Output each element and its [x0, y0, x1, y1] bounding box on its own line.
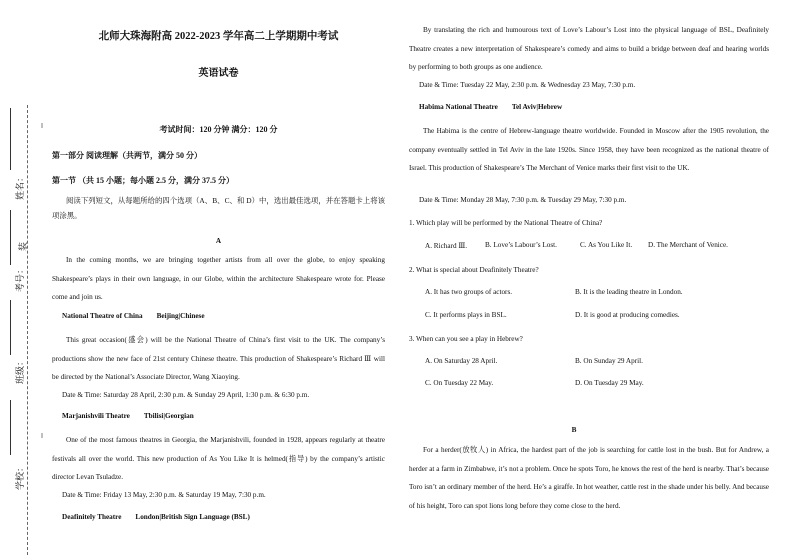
name-label: 姓名：: [15, 172, 26, 201]
q3-option-a[interactable]: A. On Saturday 28 April.: [425, 357, 498, 365]
theatre-name: Deafinitely Theatre: [62, 513, 122, 521]
margin-tick: ‖: [41, 432, 43, 440]
q2-option-c[interactable]: C. It performs plays in BSL.: [425, 311, 507, 319]
school-label: 学校：: [15, 462, 26, 491]
page-title: 北师大珠海附高 2022-2023 学年高二上学期期中考试: [98, 31, 339, 42]
theatre-location: London|British Sign Language (BSL): [135, 513, 250, 521]
theatre-3-text: By translating the rich and humourous text of Love’s Labour’s Lost into the physical language of BSL, Deafinitely Theatre creates a new interpretation of Shakespeare’s comedy and aims to build a bridge between deaf and hearing worlds by performing to both groups as one audience.: [409, 26, 769, 72]
class-blank: [10, 300, 11, 355]
school-blank: [10, 400, 11, 455]
theatre-location: Beijing|Chinese: [156, 312, 205, 320]
q1-option-a[interactable]: A. Richard Ⅲ.: [425, 242, 468, 250]
q2-option-a[interactable]: A. It has two groups of actors.: [425, 288, 513, 296]
exam-no-label: 考号：: [15, 264, 26, 293]
question-3: 3. When can you see a play in Hebrew?: [409, 335, 523, 343]
theatre-name: Habima National Theatre: [419, 103, 498, 111]
q1-option-b[interactable]: B. Love’s Labour’s Lost.: [485, 241, 557, 249]
theatre-location: Tbilisi|Georgian: [143, 412, 194, 420]
theatre-4-header: [419, 103, 576, 111]
passage-b-heading: B: [571, 426, 577, 434]
section1-title: 第一节 （共 15 小题；每小题 2.5 分，满分 37.5 分）: [52, 176, 234, 185]
q1-option-c[interactable]: C. As You Like It.: [580, 241, 633, 249]
q2-option-b[interactable]: B. It is the leading theatre in London.: [575, 288, 683, 296]
page-subtitle: 英语试卷: [198, 68, 239, 79]
passage-a-intro: In the coming months, we are bringing together artists from all over the globe, to enjoy speaking Shakespeare’s plays in their own language, in our Globe, within the architecture Shakespeare wrote for. Please come and join us.: [52, 256, 385, 302]
name-blank: [10, 108, 11, 170]
theatre-name: Marjanishvili Theatre: [62, 412, 130, 420]
theatre-1-header: [62, 312, 219, 320]
theatre-2-text: One of the most famous theatres in Georgia, the Marjanishvili, founded in 1928, appears regularly at theatre festivals all over the world. This new production of As You Like It is helmed(指导) by the company’s artistic director Levan Tsuladze.: [52, 436, 385, 482]
theatre-4-date: Date & Time: Monday 28 May, 7:30 p.m. & Tuesday 29 May, 7:30 p.m.: [419, 196, 627, 204]
q3-option-c[interactable]: C. On Tuesday 22 May.: [425, 379, 494, 387]
exam-info: 考试时间：120 分钟 满分：120 分: [159, 125, 278, 134]
theatre-1-text: This great occasion(盛会) will be the National Theatre of China’s first visit to the UK. The company’s productions show the new face of 21st century Chinese theatre. This production of Shakespeare’s Richard Ⅲ will be directed by the National’s Associate Director, Wang Xiaoying.: [52, 336, 385, 382]
theatre-2-header: [62, 412, 208, 420]
q3-option-d[interactable]: D. On Tuesday 29 May.: [575, 379, 644, 387]
passage-a-heading: A: [215, 237, 222, 245]
part1-title: 第一部分 阅读理解（共两节，满分 50 分）: [52, 151, 202, 160]
instruction: 阅读下列短文，从每题所给的四个选项（A、B、C、和 D）中，选出最佳选项，并在答题卡上将该项涂黑。: [52, 196, 385, 220]
theatre-3-header: [62, 513, 264, 521]
fold-line: [27, 105, 28, 555]
theatre-location: Tel Aviv|Hebrew: [511, 103, 563, 111]
question-2: 2. What is special about Deafinitely Theatre?: [409, 266, 539, 274]
question-1: 1. Which play will be performed by the National Theatre of China?: [409, 219, 603, 227]
passage-b-text: For a herder(放牧人) in Africa, the hardest part of the job is searching for cattle lost in the bush. But for Andrew, a herder at a farm in Zimbabwe, it’s not a problem. Once he spots Toro, he knows the rest of the herd is nearby. That’s because Toro isn’t an ordinary member of the herd. He’s a giraffe. In hot weather, cattle rest in the shade under his belly. And because of his height, Toro can spot lions long before they come close to the herd.: [409, 446, 769, 510]
q3-option-b[interactable]: B. On Sunday 29 April.: [575, 357, 643, 365]
q2-option-d[interactable]: D. It is good at producing comedies.: [575, 311, 680, 319]
binding-margin: [0, 0, 50, 560]
theatre-1-date: Date & Time: Saturday 28 April, 2:30 p.m. & Sunday 29 April, 1:30 p.m. & 6:30 p.m.: [62, 391, 310, 399]
theatre-name: National Theatre of China: [62, 312, 143, 320]
seal-char: 装: [18, 241, 29, 252]
theatre-4-text: The Habima is the centre of Hebrew-language theatre worldwide. Founded in Moscow after the 1905 revolution, the company eventually settled in Tel Aviv in the late 1920s. Since 1958, they have been recognized as the national theatre of Israel. This production of Shakespeare’s The Merchant of Venice marks their first visit to the UK.: [409, 127, 769, 173]
theatre-2-date: Date & Time: Friday 13 May, 2:30 p.m. & Saturday 19 May, 7:30 p.m.: [62, 491, 266, 499]
theatre-3-date: Date & Time: Tuesday 22 May, 2:30 p.m. & Wednesday 23 May, 7:30 p.m.: [419, 81, 636, 89]
margin-tick: ‖: [41, 122, 43, 130]
class-label: 班级：: [15, 356, 26, 385]
exam-no-blank: [10, 210, 11, 265]
q1-option-d[interactable]: D. The Merchant of Venice.: [648, 241, 728, 249]
